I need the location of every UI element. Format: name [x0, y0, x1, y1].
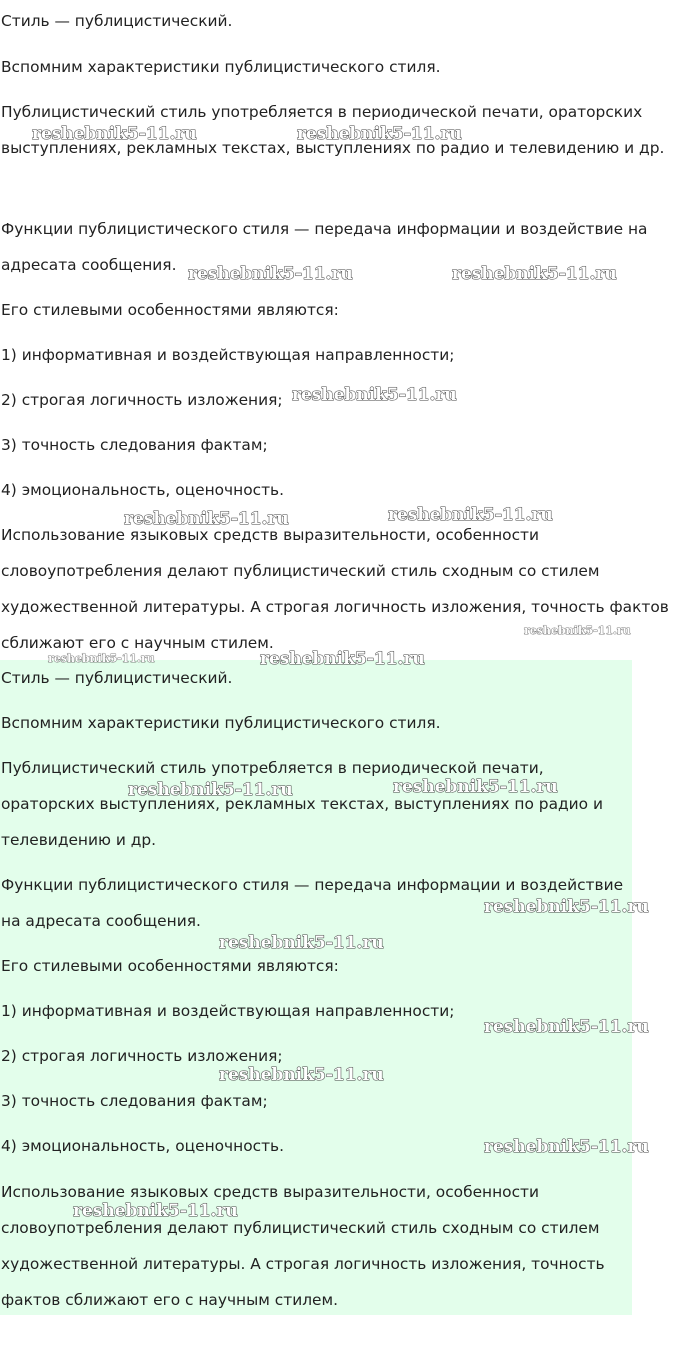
watermark: reshebnik5-11.ru [292, 385, 457, 405]
list-item-2: 2) строгая логичность изложения; [1, 391, 283, 409]
watermark: reshebnik5-11.ru [452, 264, 617, 284]
text-block-answer [0, 660, 632, 1315]
watermark: reshebnik5-11.ru [484, 1017, 649, 1037]
paragraph-functions: Функции публицистического стиля — передача информации и воздействие на адресата сообщения. [1, 876, 624, 930]
watermark: reshebnik5-11.ru [124, 509, 289, 529]
watermark: reshebnik5-11.ru [48, 652, 155, 665]
watermark: reshebnik5-11.ru [388, 505, 553, 525]
watermark: reshebnik5-11.ru [297, 124, 462, 144]
paragraph-functions: Функции публицистического стиля — передача информации и воздействие на адресата сообщения. [1, 220, 648, 274]
paragraph-recall: Вспомним характеристики публицистического стиля. [1, 714, 441, 732]
list-item-3: 3) точность следования фактам; [1, 436, 268, 454]
list-item-2: 2) строгая логичность изложения; [1, 1047, 283, 1065]
watermark: reshebnik5-11.ru [524, 624, 631, 637]
watermark: reshebnik5-11.ru [484, 1137, 649, 1157]
paragraph-features-intro: Его стилевыми особенностями являются: [1, 957, 339, 975]
watermark: reshebnik5-11.ru [128, 780, 293, 800]
watermark: reshebnik5-11.ru [32, 124, 197, 144]
paragraph-usage: Публицистический стиль употребляется в периодической печати, ораторских выступлениях, рекламных текстах, выступлениях по радио и телевидению и др. [1, 759, 603, 849]
watermark: reshebnik5-11.ru [260, 649, 425, 669]
list-item-4: 4) эмоциональность, оценочность. [1, 1137, 285, 1155]
watermark: reshebnik5-11.ru [188, 264, 353, 284]
watermark: reshebnik5-11.ru [219, 1065, 384, 1085]
paragraph-features-intro: Его стилевыми особенностями являются: [1, 301, 339, 319]
paragraph-style: Стиль — публицистический. [1, 669, 233, 687]
paragraph-conclusion: Использование языковых средств выразительности, особенности словоупотребления делают публицистический стиль сходным со стилем художественной литературы. А строгая логичность изложения, точность фактов сближают его с научным стилем. [1, 526, 669, 652]
list-item-1: 1) информативная и воздействующая направленности; [1, 346, 455, 364]
list-item-3: 3) точность следования фактам; [1, 1092, 268, 1110]
list-item-4: 4) эмоциональность, оценочность. [1, 481, 285, 499]
watermark: reshebnik5-11.ru [393, 777, 558, 797]
list-item-1: 1) информативная и воздействующая направленности; [1, 1002, 455, 1020]
paragraph-conclusion: Использование языковых средств выразительности, особенности словоупотребления делают публицистический стиль сходным со стилем художественной литературы. А строгая логичность изложения, точность фактов сближают его с научным стилем. [1, 1183, 605, 1309]
paragraph-recall: Вспомним характеристики публицистического стиля. [1, 58, 441, 76]
watermark: reshebnik5-11.ru [73, 1201, 238, 1221]
text-block-original [0, 0, 680, 660]
paragraph-style: Стиль — публицистический. [1, 12, 233, 30]
paragraph-usage: Публицистический стиль употребляется в периодической печати, ораторских выступлениях, рекламных текстах, выступлениях по радио и телевидению и др. [1, 103, 665, 157]
watermark: reshebnik5-11.ru [219, 933, 384, 953]
watermark: reshebnik5-11.ru [484, 897, 649, 917]
